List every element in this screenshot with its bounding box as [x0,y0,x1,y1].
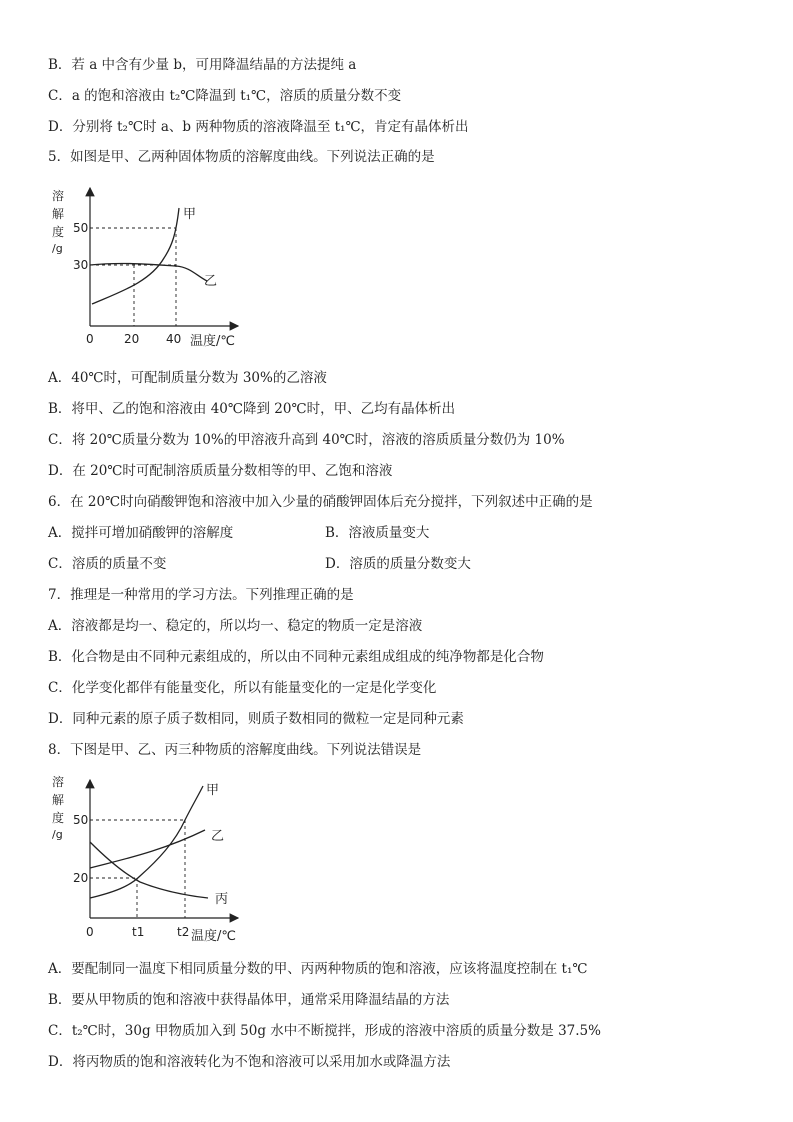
q8-xtick-t1: t1 [132,925,145,939]
prev-option-b: B．若 a 中含有少量 b，可用降温结晶的方法提纯 a [48,57,357,73]
q8-ylabel-2: 度 [52,811,65,825]
q5-ylabel-3: /g [52,242,63,255]
q5-xlabel: 温度/℃ [190,334,235,349]
q8-curve-bing [90,842,208,898]
q5-stem: 5．如图是甲、乙两种固体物质的溶解度曲线。下列说法正确的是 [48,149,435,165]
q5-xtick-40: 40 [166,332,182,346]
q8-option-c: C．t₂℃时，30g 甲物质加入到 50g 水中不断搅拌，形成的溶液中溶质的质量分数是 37.5% [48,1023,601,1039]
q6-stem: 6．在 20℃时向硝酸钾饱和溶液中加入少量的硝酸钾固体后充分搅拌，下列叙述中正确的是 [48,494,593,510]
q8-label-bing: 丙 [215,892,229,907]
q5-label-yi: 乙 [204,274,218,289]
q8-label-jia: 甲 [206,783,220,798]
q7-option-d: D．同种元素的原子质子数相同，则质子数相同的微粒一定是同种元素 [48,711,464,727]
q5-curve-jia [92,208,179,304]
q8-curve-yi [90,830,205,868]
q7-option-a: A．溶液都是均一、稳定的，所以均一、稳定的物质一定是溶液 [48,618,423,634]
q5-option-b: B．将甲、乙的饱和溶液由 40℃降到 20℃时，甲、乙均有晶体析出 [48,401,456,417]
q8-option-b: B．要从甲物质的饱和溶液中获得晶体甲，通常采用降温结晶的方法 [48,992,450,1008]
q5-label-jia: 甲 [183,207,197,222]
q8-option-a: A．要配制同一温度下相同质量分数的甲、丙两种物质的饱和溶液，应该将温度控制在 t₁℃ [48,961,588,977]
q8-ytick-50: 50 [73,813,89,827]
prev-option-d: D．分别将 t₂℃时 a、b 两种物质的溶液降温至 t₁℃，肯定有晶体析出 [48,119,469,135]
q7-option-b: B．化合物是由不同种元素组成的，所以由不同种元素组成组成的纯净物都是化合物 [48,649,544,665]
q7-option-c: C．化学变化都伴有能量变化，所以有能量变化的一定是化学变化 [48,680,437,696]
q5-ytick-30: 30 [73,258,89,272]
q5-ylabel-0: 溶 [52,189,65,203]
q5-option-c: C．将 20℃质量分数为 10%的甲溶液升高到 40℃时，溶液的溶质质量分数仍为 10% [48,432,565,448]
q5-curve-yi [90,263,207,281]
q8-xtick-t2: t2 [177,925,190,939]
q8-ylabel-0: 溶 [52,775,65,789]
q6-option-b: B．溶液质量变大 [325,525,430,541]
q8-xtick-0: 0 [86,925,94,939]
q5-solubility-chart [40,178,260,353]
q8-option-d: D．将丙物质的饱和溶液转化为不饱和溶液可以采用加水或降温方法 [48,1054,451,1070]
q5-ylabel-1: 解 [52,207,65,221]
q8-ytick-20: 20 [73,871,89,885]
q8-stem: 8．下图是甲、乙、丙三种物质的溶解度曲线。下列说法错误是 [48,742,422,758]
q8-label-yi: 乙 [211,829,225,844]
q5-xtick-20: 20 [124,332,140,346]
q8-ylabel-3: /g [52,828,63,841]
q5-ytick-50: 50 [73,221,89,235]
q5-ylabel-2: 度 [52,225,65,239]
q5-option-a: A．40℃时，可配制质量分数为 30%的乙溶液 [48,370,327,386]
q6-option-a: A．搅拌可增加硝酸钾的溶解度 [48,525,234,541]
q5-xtick-0: 0 [86,332,94,346]
q6-option-d: D．溶质的质量分数变大 [325,556,471,572]
q7-stem: 7．推理是一种常用的学习方法。下列推理正确的是 [48,587,354,603]
q8-xlabel: 温度/℃ [191,929,236,944]
q6-option-c: C．溶质的质量不变 [48,556,167,572]
q5-option-d: D．在 20℃时可配制溶质质量分数相等的甲、乙饱和溶液 [48,463,393,479]
q8-curve-jia [90,786,203,898]
q8-ylabel-1: 解 [52,793,65,807]
prev-option-c: C．a 的饱和溶液由 t₂℃降温到 t₁℃，溶质的质量分数不变 [48,88,402,104]
q8-solubility-chart [40,770,260,950]
